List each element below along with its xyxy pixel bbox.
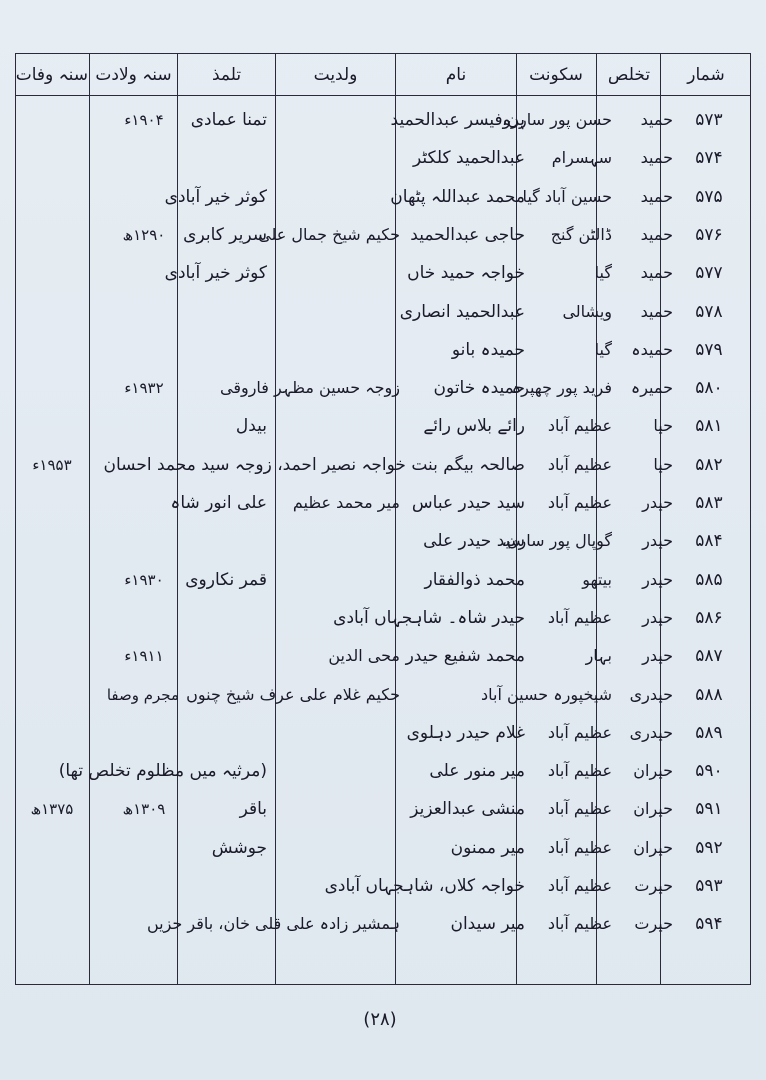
- table-row: [15, 713, 751, 753]
- cell-sukoonat: عظیم آباد: [547, 722, 612, 742]
- cell-takhallus: حمید: [640, 263, 673, 283]
- table-row: [15, 177, 751, 217]
- cell-takhallus: حیا: [653, 454, 673, 474]
- cell-death: [15, 560, 89, 600]
- cell-num: ۵۷۷: [695, 263, 723, 284]
- cell-num: ۵۸۳: [695, 493, 723, 513]
- table-row: [15, 675, 751, 715]
- cell-sukoonat: ویشالی: [562, 301, 612, 321]
- cell-takhallus: حمید: [640, 148, 673, 168]
- cell-birth: ۱۳۰۹ھ: [122, 800, 166, 819]
- cell-death: ۱۹۵۳ء: [32, 455, 72, 474]
- cell-takhallus: حیدری: [629, 722, 673, 742]
- cell-birth: [109, 751, 179, 791]
- cell-num: ۵۷۴: [695, 148, 723, 169]
- cell-birth: [109, 904, 179, 944]
- cell-sukoonat: عظیم آباد: [547, 761, 612, 781]
- cell-num: ۵۸۸: [695, 684, 723, 705]
- cell-sukoonat: عظیم آباد: [547, 454, 612, 474]
- cell-waldiyat: میر محمد عظیم: [292, 493, 400, 512]
- cell-sukoonat: عظیم آباد: [547, 876, 612, 895]
- table-row: [15, 292, 751, 332]
- table-row: [15, 598, 751, 638]
- cell-death: [15, 751, 89, 791]
- cell-birth: [109, 483, 179, 523]
- cell-talammuz: کوثر خیر آبادی: [164, 263, 267, 284]
- cell-naam: رائے بلاس رائے: [423, 416, 525, 437]
- cell-naam: پروفیسر عبدالحمید: [390, 110, 525, 130]
- cell-num: ۵۸۰: [695, 378, 723, 399]
- cell-death: [15, 368, 89, 408]
- table-row: [15, 751, 751, 791]
- cell-birth: ۱۹۳۲ء: [124, 379, 164, 398]
- cell-naam: محمد ذوالفقار: [424, 569, 525, 590]
- cell-naam: حاجی عبدالحمید: [410, 224, 525, 245]
- cell-takhallus: حیران: [633, 761, 673, 781]
- table-row: [15, 828, 751, 868]
- cell-sukoonat: عظیم آباد: [547, 416, 612, 436]
- cell-sukoonat: شیخپورہ حسین آباد: [481, 684, 612, 704]
- cell-birth: مجرم وصفا: [106, 685, 179, 704]
- cell-death: [15, 598, 89, 638]
- cell-sukoonat: عظیم آباد: [547, 914, 612, 934]
- cell-birth: [109, 292, 179, 332]
- cell-takhallus: حمید: [640, 301, 673, 321]
- cell-naam: حیدر شاہ۔ شاہجہاں آبادی: [333, 607, 525, 628]
- table-row: [15, 445, 751, 485]
- cell-takhallus: حیران: [633, 837, 673, 857]
- cell-num: ۵۸۱: [695, 416, 723, 437]
- cell-naam: خواجہ کلاں، شاہجہاں آبادی: [324, 876, 525, 896]
- cell-death: [15, 253, 89, 293]
- cell-num: ۵۹۰: [695, 761, 723, 782]
- cell-birth: [109, 828, 179, 868]
- cell-talammuz: جوشش: [211, 837, 267, 858]
- cell-num: ۵۹۲: [695, 837, 723, 858]
- cell-sukoonat: حسین آباد گیا: [522, 186, 612, 206]
- cell-death: [15, 215, 89, 255]
- cell-naam: غلام حیدر دہلوی: [406, 722, 525, 743]
- table-row: [15, 100, 751, 140]
- cell-num: ۵۹۱: [695, 799, 723, 820]
- cell-sukoonat: عظیم آباد: [547, 837, 612, 857]
- cell-takhallus: حیدر: [642, 569, 673, 589]
- cell-death: [15, 330, 89, 370]
- header-san-wiladat: سنہ ولادت: [95, 65, 172, 85]
- cell-naam: سید حیدر علی: [423, 531, 525, 552]
- cell-sukoonat: عظیم آباد: [547, 493, 612, 512]
- cell-death: [15, 904, 89, 944]
- cell-num: ۵۹۳: [695, 876, 723, 896]
- cell-death: [15, 483, 89, 523]
- cell-takhallus: حیدری: [629, 684, 673, 704]
- table-row: [15, 904, 751, 944]
- cell-takhallus: حیران: [633, 799, 673, 819]
- cell-sukoonat: عظیم آباد: [547, 607, 612, 627]
- cell-takhallus: حمیرہ: [630, 378, 673, 398]
- table-row: [15, 253, 751, 293]
- header-sukoonat: سکونت: [529, 65, 583, 85]
- cell-num: ۵۸۶: [695, 607, 723, 628]
- cell-death: [15, 866, 89, 906]
- table-row: [15, 215, 751, 255]
- page-number: (۲۸): [363, 1009, 397, 1030]
- cell-death: [15, 828, 89, 868]
- table-row: [15, 330, 751, 370]
- cell-naam: میر سیدان: [450, 914, 525, 935]
- header-shumar: شمار: [687, 65, 725, 85]
- cell-death: [15, 292, 89, 332]
- cell-death: [15, 100, 89, 140]
- cell-waldiyat: حکیم غلام علی عرف شیخ چنوں: [186, 684, 400, 704]
- cell-naam: میر منور علی: [429, 761, 525, 782]
- cell-death: [15, 713, 89, 753]
- table-row: [15, 368, 751, 408]
- table-row: [15, 521, 751, 561]
- header-takhallus: تخلص: [607, 65, 651, 85]
- cell-death: [15, 521, 89, 561]
- cell-num: ۵۸۹: [695, 722, 723, 743]
- cell-talammuz: (مرثیہ میں مظلوم تخلص تھا): [58, 761, 267, 782]
- cell-birth: [109, 406, 179, 446]
- cell-birth: [109, 866, 179, 906]
- cell-num: ۵۷۸: [695, 301, 723, 322]
- cell-birth: [109, 713, 179, 753]
- table-row: [15, 138, 751, 178]
- cell-talammuz: باقر: [239, 799, 267, 820]
- cell-talammuz: تمنا عمادی: [190, 110, 267, 130]
- cell-naam: عبدالحمید کلکٹر: [413, 148, 525, 169]
- cell-sukoonat: گوپال پور سارن،: [501, 531, 612, 551]
- cell-takhallus: حیرت: [634, 914, 673, 934]
- cell-birth: [109, 177, 179, 217]
- cell-takhallus: حیدر: [642, 493, 673, 512]
- cell-sukoonat: حسن پور سارن،: [502, 110, 612, 129]
- table-row: [15, 866, 751, 906]
- cell-num: ۵۸۲: [695, 454, 723, 475]
- cell-birth: ۱۲۹۰ھ: [122, 225, 166, 244]
- cell-num: ۵۸۵: [695, 569, 723, 590]
- header-naam: نام: [445, 65, 467, 85]
- cell-sukoonat: ڈالٹن گنج: [550, 224, 612, 244]
- cell-talammuz: قمر نکاروی: [185, 569, 267, 590]
- cell-sukoonat: فرید پور چھپرہ: [511, 378, 612, 398]
- header-san-wafat: سنہ وفات: [15, 65, 88, 85]
- cell-naam: خواجہ حمید خاں: [407, 263, 525, 284]
- cell-takhallus: حمید: [640, 224, 673, 244]
- header-waldiyat: ولدیت: [313, 65, 358, 85]
- cell-birth: ۱۹۳۰ء: [124, 570, 164, 589]
- cell-sukoonat: بہار: [585, 646, 612, 666]
- cell-takhallus: حیدر: [642, 531, 673, 551]
- cell-naam: منشی عبدالعزیز: [410, 799, 525, 820]
- cell-naam: صالحہ بیگم بنت خواجہ نصیر احمد، زوجہ سید محمد احسان: [103, 454, 525, 475]
- cell-takhallus: حیدر: [642, 646, 673, 666]
- header-talammuz: تلمذ: [211, 65, 242, 85]
- cell-naam: محمد عبداللہ پٹھان: [390, 186, 525, 207]
- cell-num: ۵۷۵: [695, 186, 723, 207]
- table-row: [15, 406, 751, 446]
- table-row: [15, 483, 751, 523]
- cell-takhallus: حیدر: [642, 607, 673, 627]
- cell-death: [15, 636, 89, 676]
- cell-sukoonat: گیا: [594, 339, 612, 359]
- cell-birth: [109, 138, 179, 178]
- table-row: [15, 636, 751, 676]
- cell-sukoonat: گیا: [594, 263, 612, 283]
- cell-sukoonat: بیتھو: [582, 569, 612, 589]
- cell-takhallus: حیا: [653, 416, 673, 436]
- cell-num: ۵۸۷: [695, 646, 723, 667]
- cell-takhallus: حمیدہ: [631, 339, 673, 359]
- cell-waldiyat: ہمشیر زادہ علی قلی خان، باقر حزیں: [146, 914, 400, 934]
- cell-birth: [109, 598, 179, 638]
- cell-talammuz: کوثر خیر آبادی: [164, 186, 267, 207]
- table-row: [15, 789, 751, 829]
- cell-num: ۵۷۹: [695, 339, 723, 360]
- cell-takhallus: حیرت: [634, 876, 673, 895]
- cell-birth: [109, 445, 179, 485]
- cell-takhallus: حمید: [640, 110, 673, 129]
- cell-death: [15, 675, 89, 715]
- cell-death: [15, 177, 89, 217]
- cell-birth: [109, 521, 179, 561]
- cell-birth: [109, 330, 179, 370]
- cell-birth: ۱۹۱۱ء: [124, 647, 164, 666]
- cell-birth: ۱۹۰۴ء: [124, 111, 164, 129]
- cell-sukoonat: عظیم آباد: [547, 799, 612, 819]
- cell-death: [15, 138, 89, 178]
- cell-talammuz: سریر کابری: [183, 224, 267, 245]
- cell-waldiyat: حکیم شیخ جمال علی: [258, 224, 400, 244]
- cell-num: ۵۸۴: [695, 531, 723, 552]
- cell-naam: حمیدہ بانو: [451, 339, 525, 360]
- cell-birth: [109, 253, 179, 293]
- cell-takhallus: حمید: [640, 186, 673, 206]
- cell-naam: حمیدہ خاتون: [433, 378, 525, 399]
- cell-death: ۱۳۷۵ھ: [30, 800, 74, 819]
- cell-naam: میر ممنون: [450, 837, 525, 858]
- cell-death: [15, 406, 89, 446]
- cell-sukoonat: سہسرام: [551, 148, 612, 168]
- cell-naam: سید حیدر عباس: [411, 493, 525, 513]
- cell-naam: عبدالحمید انصاری: [399, 301, 525, 322]
- cell-waldiyat: محی الدین: [328, 646, 400, 666]
- table-row: [15, 560, 751, 600]
- cell-talammuz: بیدل: [235, 416, 267, 437]
- cell-num: ۵۷۶: [695, 224, 723, 245]
- cell-num: ۵۹۴: [695, 914, 723, 935]
- cell-num: ۵۷۳: [695, 110, 723, 130]
- cell-naam: محمد شفیع حیدر: [405, 646, 525, 667]
- cell-waldiyat: زوجہ حسین مظہر فاروقی: [219, 378, 400, 398]
- header-divider: [15, 95, 751, 96]
- cell-talammuz: علی انور شاہ: [170, 493, 267, 513]
